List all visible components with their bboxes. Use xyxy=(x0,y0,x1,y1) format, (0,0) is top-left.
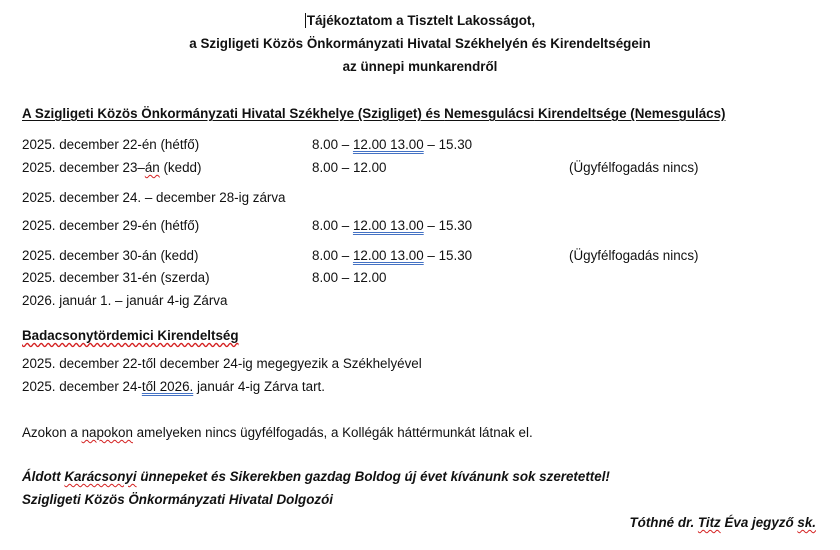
header-line-1 xyxy=(0,13,840,29)
section-2-line-2 xyxy=(22,379,325,395)
schedule-row-2-date xyxy=(22,160,201,176)
schedule-row-1-date: 2025. december 22-én (hétfő) xyxy=(22,137,200,152)
section-1-heading xyxy=(22,106,726,122)
time-part-b: 12.00 13.00 xyxy=(352,248,424,263)
signature-mid: Éva jegyző xyxy=(720,515,798,530)
line-part-c: január 4-ig Zárva tart. xyxy=(193,379,325,394)
time-part-a: 8.00 – xyxy=(312,137,353,152)
section-1-heading-word: Nemesgulácsi xyxy=(444,106,535,121)
time-part-c: – 15.30 xyxy=(423,248,473,263)
time-part-a: 8.00 – xyxy=(312,218,353,233)
schedule-row-1-time xyxy=(312,137,472,153)
header-line-1-text: Tájékoztatom a Tisztelt Lakosságot, xyxy=(306,13,536,28)
date-part-a: 2025. december 23– xyxy=(22,160,145,175)
signature-word-2: sk. xyxy=(797,515,816,530)
line-part-a: 2025. december 24- xyxy=(22,379,142,394)
date-part-c: (kedd) xyxy=(159,160,202,175)
signature-pre: Tóthné dr. xyxy=(629,515,698,530)
time-part-c: – 15.30 xyxy=(423,137,473,152)
schedule-row-2-note: (Ügyfélfogadás nincs) xyxy=(569,160,699,175)
time-part-c: – 15.30 xyxy=(423,218,473,233)
section-2-line-1: 2025. december 22-től december 24-ig megegyezik a Székhelyével xyxy=(22,356,422,371)
note-word: napokon xyxy=(81,425,133,440)
time-part-b: 12.00 13.00 xyxy=(352,218,424,233)
schedule-row-5-time xyxy=(312,248,472,264)
header-line-2: a Szigligeti Közös Önkormányzati Hivatal Székhelyén és Kirendeltségein xyxy=(189,36,651,51)
greeting-word: Karácsonyi xyxy=(64,469,137,484)
line-part-b: től 2026. xyxy=(141,379,194,394)
date-part-b: án xyxy=(144,160,160,175)
section-2-heading xyxy=(22,328,239,344)
time-part-b: 12.00 13.00 xyxy=(352,137,424,152)
note-paragraph xyxy=(22,425,533,441)
schedule-row-5-date: 2025. december 30-án (kedd) xyxy=(22,248,199,263)
schedule-row-6-date: 2025. december 31-én (szerda) xyxy=(22,270,210,285)
schedule-row-6-time: 8.00 – 12.00 xyxy=(312,270,387,285)
schedule-row-3-date: 2025. december 24. – december 28-ig zárva xyxy=(22,190,286,205)
closing-greeting xyxy=(22,469,610,485)
schedule-row-4-date: 2025. december 29-én (hétfő) xyxy=(22,218,200,233)
section-1-heading-pre: A Szigligeti Közös Önkormányzati Hivatal Székhelye (Szigliget) és xyxy=(22,106,445,121)
note-pre: Azokon a xyxy=(22,425,82,440)
closing-organization: Szigligeti Közös Önkormányzati Hivatal Dolgozói xyxy=(22,492,333,507)
schedule-row-4-time xyxy=(312,218,472,234)
schedule-row-7-date: 2026. január 1. – január 4-ig Zárva xyxy=(22,293,228,308)
signature-word: Titz xyxy=(697,515,721,530)
section-1-heading-post: Kirendeltsége (Nemesgulács) xyxy=(534,106,726,121)
schedule-row-2-time: 8.00 – 12.00 xyxy=(312,160,387,175)
schedule-row-5-note: (Ügyfélfogadás nincs) xyxy=(569,248,699,263)
header-line-3: az ünnepi munkarendről xyxy=(342,59,498,74)
greeting-pre: Áldott xyxy=(22,469,65,484)
signature-line xyxy=(629,515,816,531)
section-2-heading-text: Badacsonytördemici Kirendeltség xyxy=(22,328,239,343)
text-cursor xyxy=(305,13,306,28)
time-part-a: 8.00 – xyxy=(312,248,353,263)
note-post: amelyeken nincs ügyfélfogadás, a Kollégák háttérmunkát látnak el. xyxy=(132,425,533,440)
greeting-post: ünnepeket és Sikerekben gazdag Boldog új évet kívánunk sok szeretettel! xyxy=(136,469,610,484)
